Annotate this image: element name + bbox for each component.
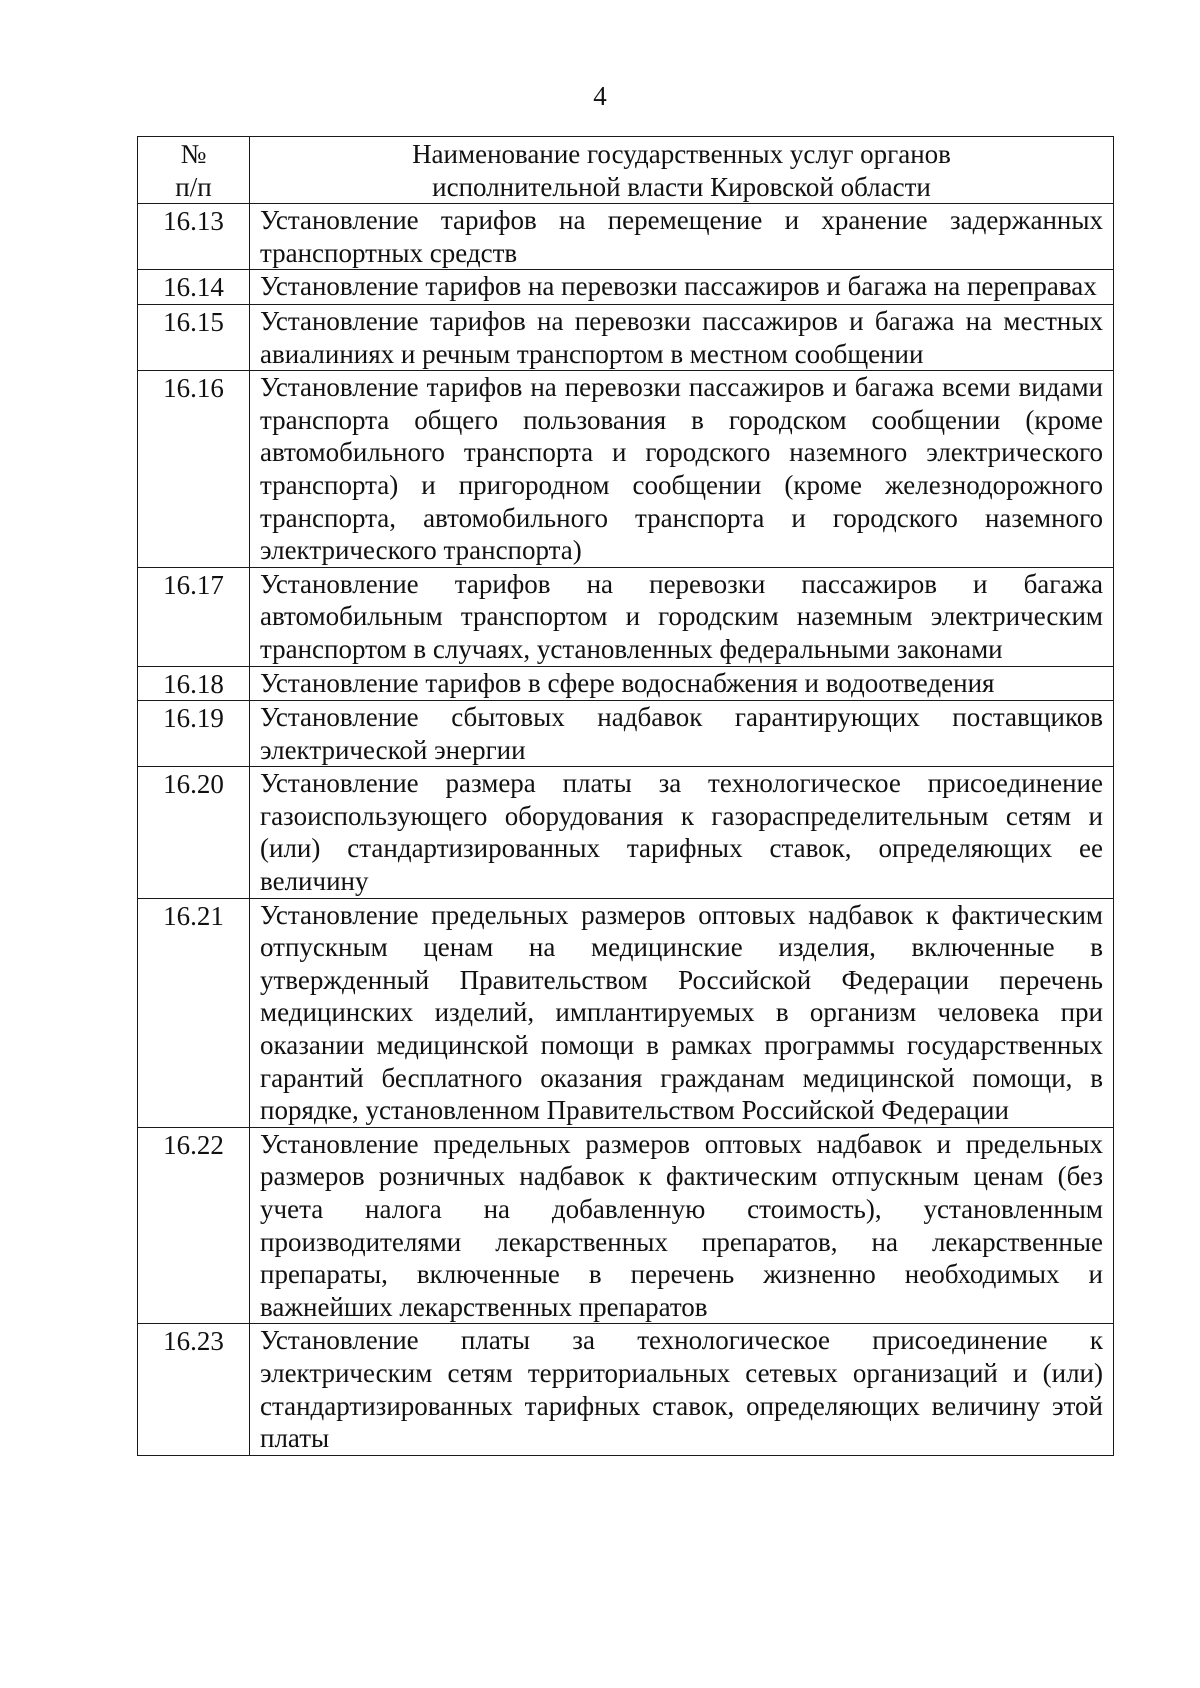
table-row <box>138 204 1114 270</box>
table-header <box>138 137 1114 204</box>
service-name: Установление предельных размеров оптовых надбавок к фактическим отпускным ценам на медицинские изделия, включенные в утвержденный Правительством Российской Федерации перечень медицинских изделий, имплантируемых в организм человека при оказании медицинской помощи в рамках программы государственных гарантий бесплатного оказания гражданам медицинской помощи, в порядке, установленном Правительством Российской Федерации <box>250 898 1114 1127</box>
table-row <box>138 1324 1114 1455</box>
service-name: Установление размера платы за технологическое присоединение газоиспользующего оборудования к газораспределительным сетям и (или) стандартизированных тарифных ставок, определяющих ее величину <box>250 767 1114 898</box>
service-name: Установление тарифов на перевозки пассажиров и багажа на переправах <box>250 270 1114 305</box>
header-num-abbrev: п/п <box>175 171 212 202</box>
row-number: 16.19 <box>138 701 250 767</box>
row-number: 16.23 <box>138 1324 250 1455</box>
service-name: Установление тарифов на перевозки пассажиров и багажа всеми видами транспорта общего пользования в городском сообщении (кроме автомобильного транспорта и городского наземного электрического транспорта) и пригородном сообщении (кроме железнодорожного транспорта, автомобильного транспорта и городского наземного электрического транспорта) <box>250 371 1114 568</box>
table-row <box>138 567 1114 666</box>
row-number: 16.22 <box>138 1127 250 1324</box>
header-num-cell <box>138 137 250 204</box>
row-number: 16.15 <box>138 304 250 370</box>
table-row <box>138 666 1114 701</box>
service-name: Установление платы за технологическое присоединение к электрическим сетям территориальных сетевых организаций и (или) стандартизированных тарифных ставок, определяющих величину этой платы <box>250 1324 1114 1455</box>
table-row <box>138 304 1114 370</box>
header-num-symbol: № <box>180 139 207 169</box>
services-table <box>137 136 1114 1456</box>
row-number: 16.18 <box>138 666 250 701</box>
service-name: Установление тарифов на перевозки пассажиров и багажа на местных авиалиниях и речным транспортом в местном сообщении <box>250 304 1114 370</box>
service-name: Установление тарифов на перевозки пассажиров и багажа автомобильным транспортом и городским наземным электрическим транспортом в случаях, установленных федеральными законами <box>250 567 1114 666</box>
service-name: Установление тарифов на перемещение и хранение задержанных транспортных средств <box>250 204 1114 270</box>
table-row <box>138 1127 1114 1324</box>
table-row <box>138 898 1114 1127</box>
header-name-line2: исполнительной власти Кировской области <box>432 171 931 202</box>
row-number: 16.20 <box>138 767 250 898</box>
page-number: 4 <box>593 81 607 111</box>
row-number: 16.16 <box>138 371 250 568</box>
table-row <box>138 371 1114 568</box>
row-number: 16.13 <box>138 204 250 270</box>
header-name-cell <box>250 137 1114 204</box>
row-number: 16.14 <box>138 270 250 305</box>
row-number: 16.17 <box>138 567 250 666</box>
header-row <box>138 137 1114 204</box>
table-row <box>138 767 1114 898</box>
service-name: Установление сбытовых надбавок гарантирующих поставщиков электрической энергии <box>250 701 1114 767</box>
service-name: Установление предельных размеров оптовых надбавок и предельных размеров розничных надбавок к фактическим отпускным ценам (без учета налога на добавленную стоимость), установленным производителями лекарственных препаратов, на лекарственные препараты, включенные в перечень жизненно необходимых и важнейших лекарственных препаратов <box>250 1127 1114 1324</box>
table-row <box>138 701 1114 767</box>
row-number: 16.21 <box>138 898 250 1127</box>
table-row <box>138 270 1114 305</box>
service-name: Установление тарифов в сфере водоснабжения и водоотведения <box>250 666 1114 701</box>
header-name-line1: Наименование государственных услуг органов <box>412 139 951 169</box>
